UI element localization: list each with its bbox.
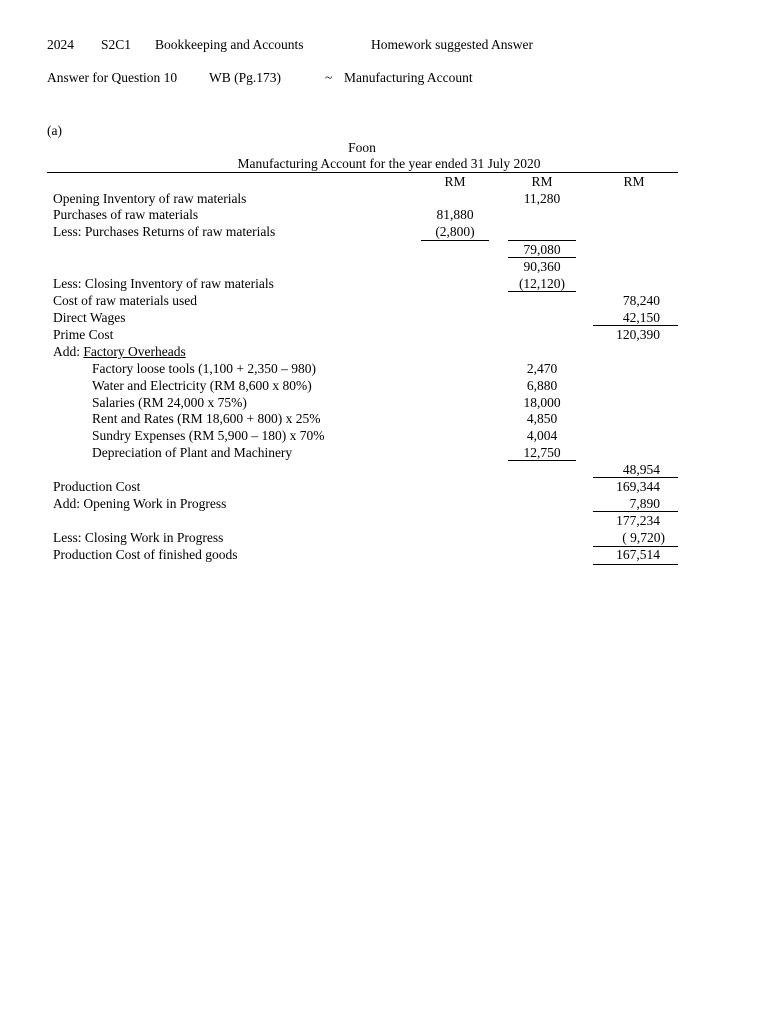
header-year: 2024 xyxy=(47,37,74,52)
col-head-2: RM xyxy=(531,174,553,189)
row-net-purchases-value: 79,080 xyxy=(523,242,561,257)
header-doc-type: Homework suggested Answer xyxy=(371,37,533,52)
row-loose-tools-label: Factory loose tools (1,100 + 2,350 – 980) xyxy=(92,361,316,376)
row-wip-subtotal-amount: 177,234 xyxy=(616,513,660,528)
row-closing-wip-value xyxy=(593,529,677,546)
row-rent-rates-value: 4,850 xyxy=(526,411,558,426)
row-production-cost-label: Production Cost xyxy=(53,479,141,494)
row-overheads-total-value xyxy=(593,461,677,478)
row-prime-cost-amount: 120,390 xyxy=(616,327,660,342)
row-returns-value: (2,800) xyxy=(435,224,475,239)
part-label: (a) xyxy=(47,123,62,138)
row-purchases-value: 81,880 xyxy=(436,207,474,222)
row-rent-rates-label: Rent and Rates (RM 18,600 + 800) x 25% xyxy=(92,411,321,426)
row-finished-goods-value xyxy=(593,546,677,563)
header-workbook: WB (Pg.173) xyxy=(209,70,281,85)
row-opening-wip-label: Add: Opening Work in Progress xyxy=(53,496,227,511)
header-class: S2C1 xyxy=(101,37,132,52)
header-question: Answer for Question 10 xyxy=(47,70,178,85)
row-direct-wages-amount: 42,150 xyxy=(622,310,660,325)
row-raw-used-amount: 78,240 xyxy=(622,293,660,308)
row-returns-label: Less: Purchases Returns of raw materials xyxy=(53,224,276,239)
row-opening-wip-amount: 7,890 xyxy=(629,496,660,511)
col-head-3: RM xyxy=(623,174,645,189)
row-loose-tools-value: 2,470 xyxy=(526,361,558,376)
account-title: Manufacturing Account for the year ended 31 July 2020 xyxy=(237,156,541,171)
header-topic: Manufacturing Account xyxy=(344,70,473,85)
header-tilde: ~ xyxy=(325,70,333,85)
row-water-elec-label: Water and Electricity (RM 8,600 x 80%) xyxy=(92,378,312,393)
row-production-cost-value xyxy=(593,478,677,495)
row-prime-cost-value xyxy=(593,326,677,343)
row-overheads-heading xyxy=(53,343,186,360)
overheads-label: Factory Overheads xyxy=(83,344,186,359)
title-rule xyxy=(47,172,678,173)
rule-overheads xyxy=(508,460,576,461)
row-salaries-label: Salaries (RM 24,000 x 75%) xyxy=(92,395,247,410)
row-finished-goods-amount: 167,514 xyxy=(616,547,660,562)
row-depreciation-label: Depreciation of Plant and Machinery xyxy=(92,445,293,460)
row-opening-inventory-label: Opening Inventory of raw materials xyxy=(53,191,247,206)
row-closing-wip-label: Less: Closing Work in Progress xyxy=(53,530,224,545)
row-sundry-value: 4,004 xyxy=(526,428,558,443)
rule-closing-inventory xyxy=(508,291,576,292)
row-direct-wages-value xyxy=(593,309,677,326)
row-prime-cost-label: Prime Cost xyxy=(53,327,114,342)
row-raw-used-label: Cost of raw materials used xyxy=(53,293,197,308)
col-head-1: RM xyxy=(444,174,466,189)
row-raw-used-value xyxy=(593,292,677,309)
row-overheads-total-amount: 48,954 xyxy=(622,462,660,477)
row-production-cost-amount: 169,344 xyxy=(616,479,660,494)
row-direct-wages-label: Direct Wages xyxy=(53,310,126,325)
rule-returns xyxy=(421,240,489,241)
company-name: Foon xyxy=(348,140,376,155)
row-wip-subtotal-value xyxy=(593,512,677,529)
row-closing-wip-amount: ( 9,720) xyxy=(622,530,665,545)
rule-finished-goods xyxy=(593,564,678,565)
row-subtotal-value: 90,360 xyxy=(523,259,561,274)
overheads-prefix: Add: xyxy=(53,344,84,359)
row-purchases-label: Purchases of raw materials xyxy=(53,207,199,222)
row-closing-inventory-label: Less: Closing Inventory of raw materials xyxy=(53,276,274,291)
row-closing-inventory-value: (12,120) xyxy=(518,276,566,291)
row-salaries-value: 18,000 xyxy=(523,395,561,410)
row-sundry-label: Sundry Expenses (RM 5,900 – 180) x 70% xyxy=(92,428,325,443)
header-subject: Bookkeeping and Accounts xyxy=(155,37,304,52)
row-depreciation-value: 12,750 xyxy=(523,445,561,460)
row-finished-goods-label: Production Cost of finished goods xyxy=(53,547,238,562)
row-opening-wip-value xyxy=(593,495,677,512)
row-water-elec-value: 6,880 xyxy=(526,378,558,393)
row-opening-inventory-value: 11,280 xyxy=(523,191,561,206)
